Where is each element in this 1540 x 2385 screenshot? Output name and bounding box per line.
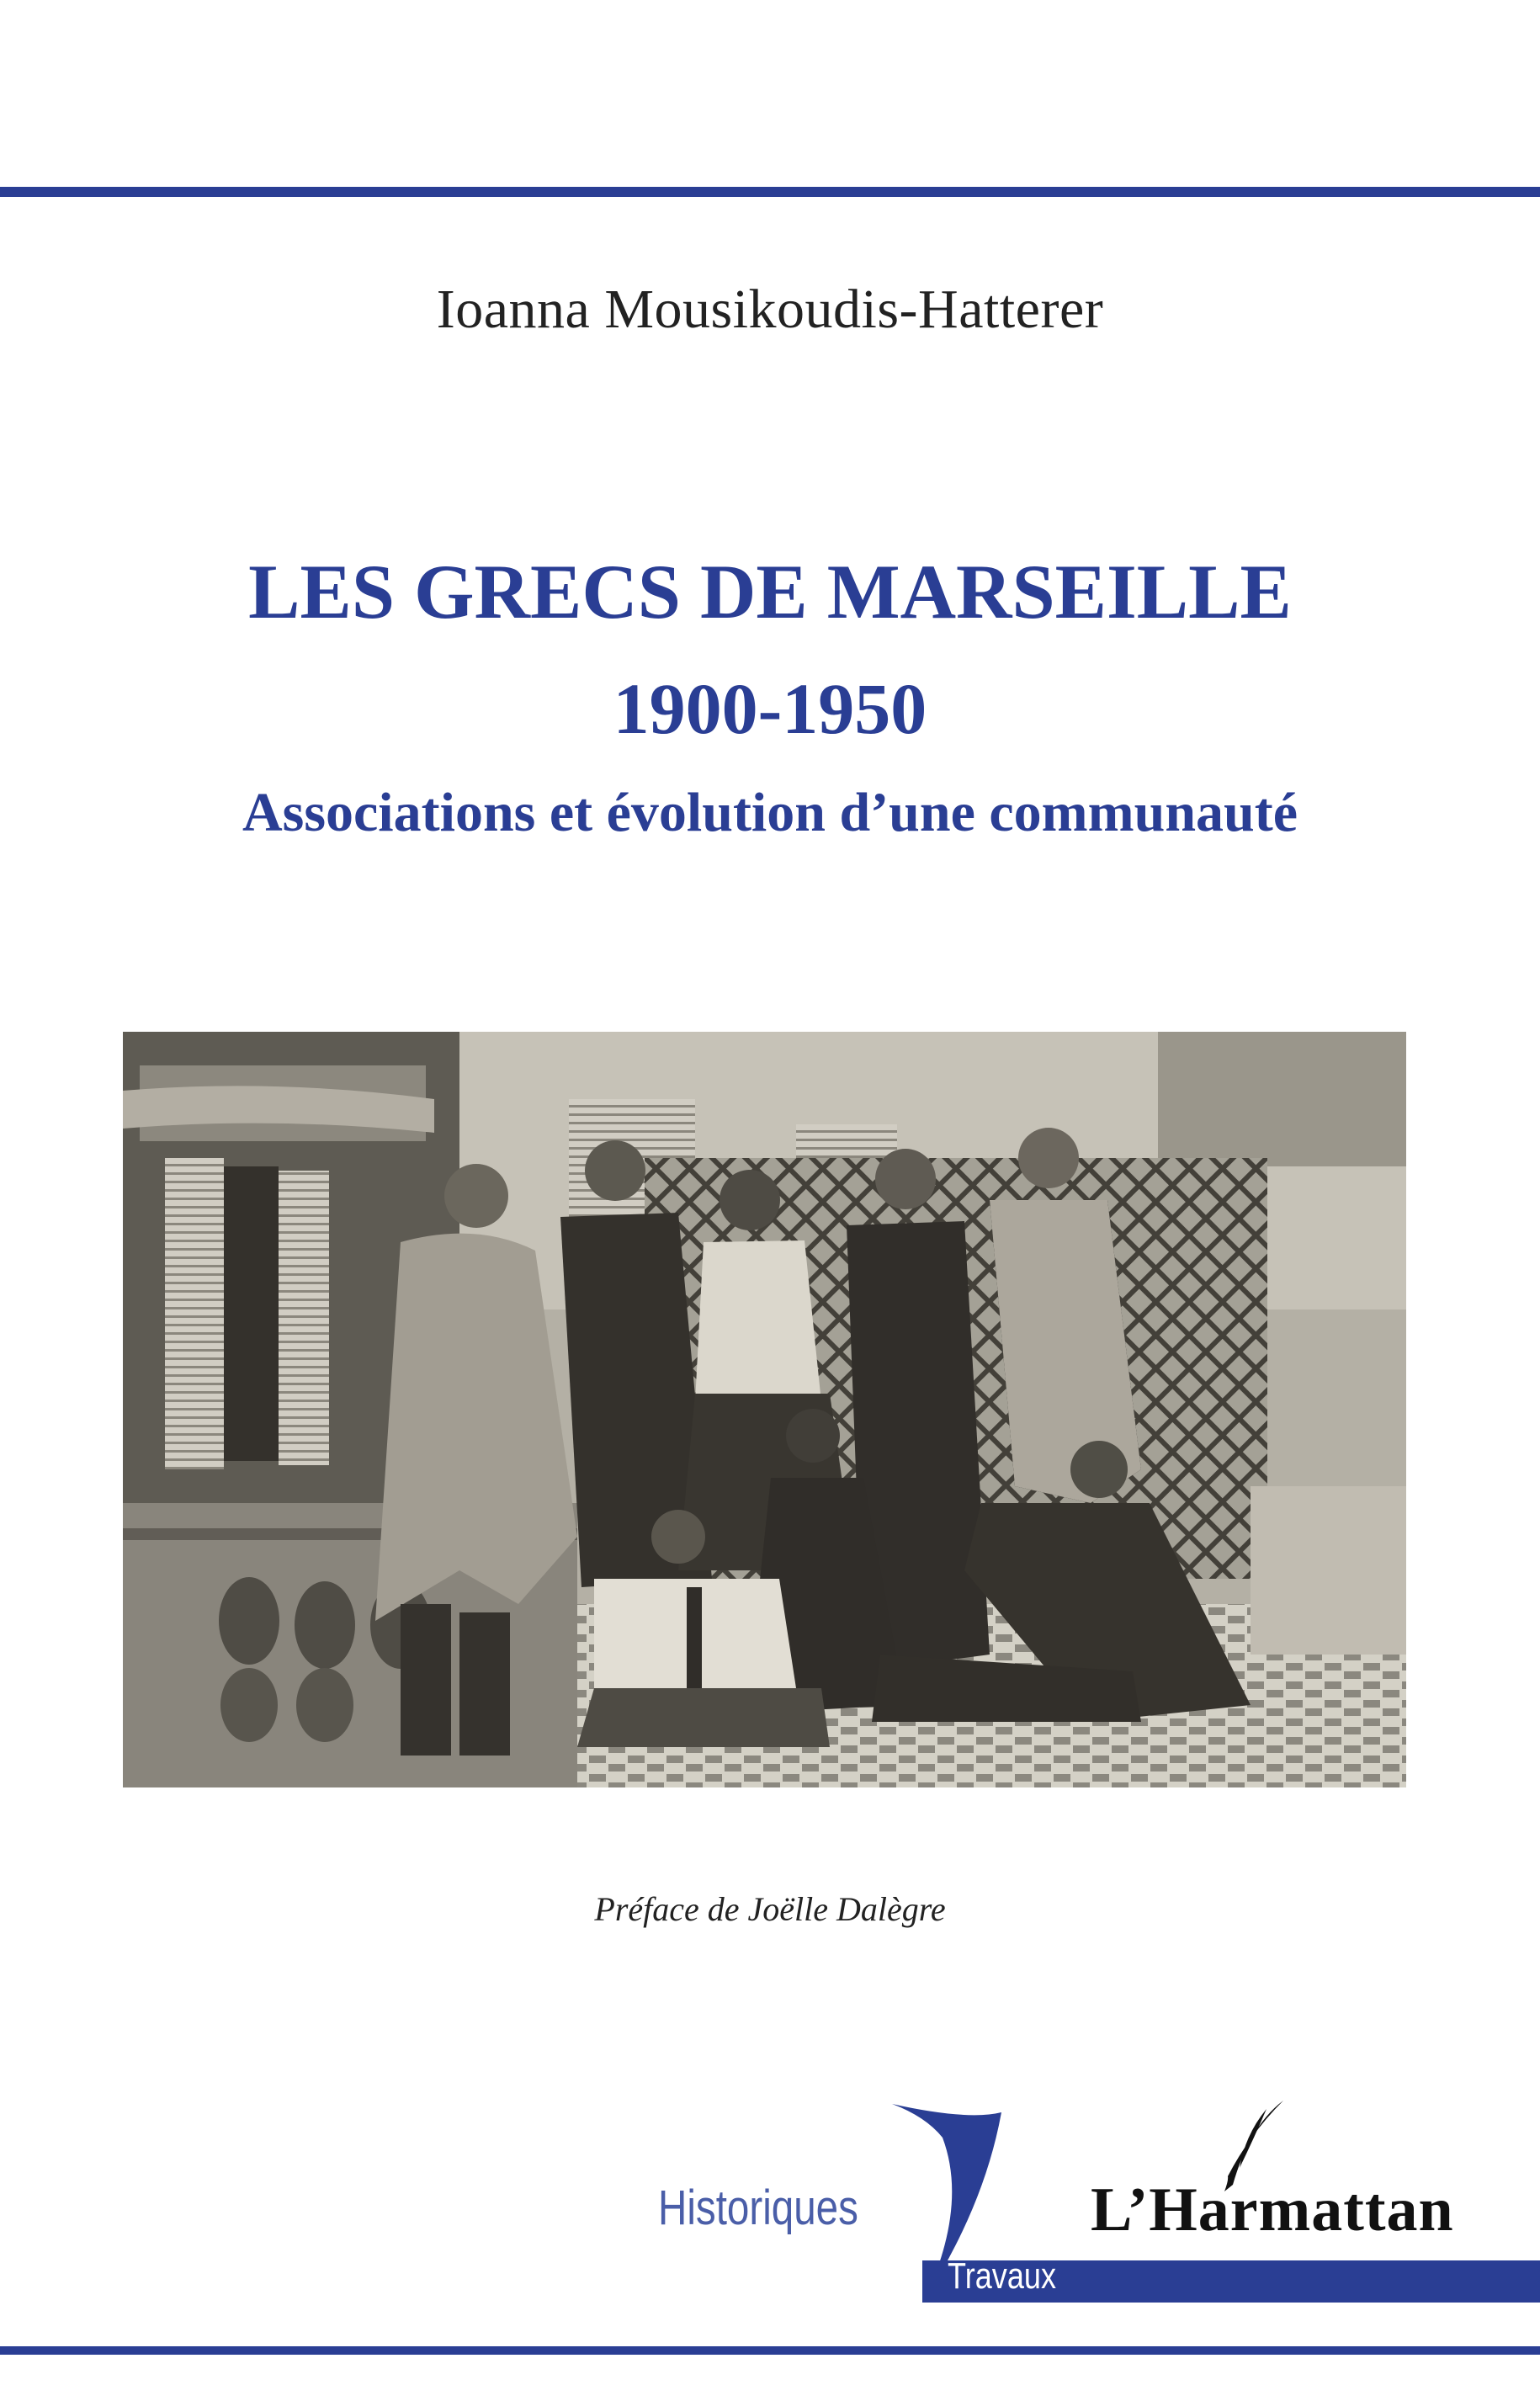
author-name: Ioanna Mousikoudis-Hatterer (436, 279, 1104, 340)
cover-photograph (123, 1032, 1406, 1787)
bottom-rule (0, 2346, 1540, 2355)
book-years: 1900-1950 (613, 668, 927, 749)
book-title: LES GRECS DE MARSEILLE (248, 549, 1292, 635)
series-subname: Travaux (948, 2255, 1056, 2297)
top-rule (0, 187, 1540, 197)
preface-credit: Préface de Joëlle Dalègre (594, 1890, 946, 1928)
book-subtitle: Associations et évolution d’une communauté (242, 782, 1298, 843)
series-name: Historiques (658, 2180, 858, 2235)
publisher-name: L’Harmattan (1091, 2175, 1454, 2244)
